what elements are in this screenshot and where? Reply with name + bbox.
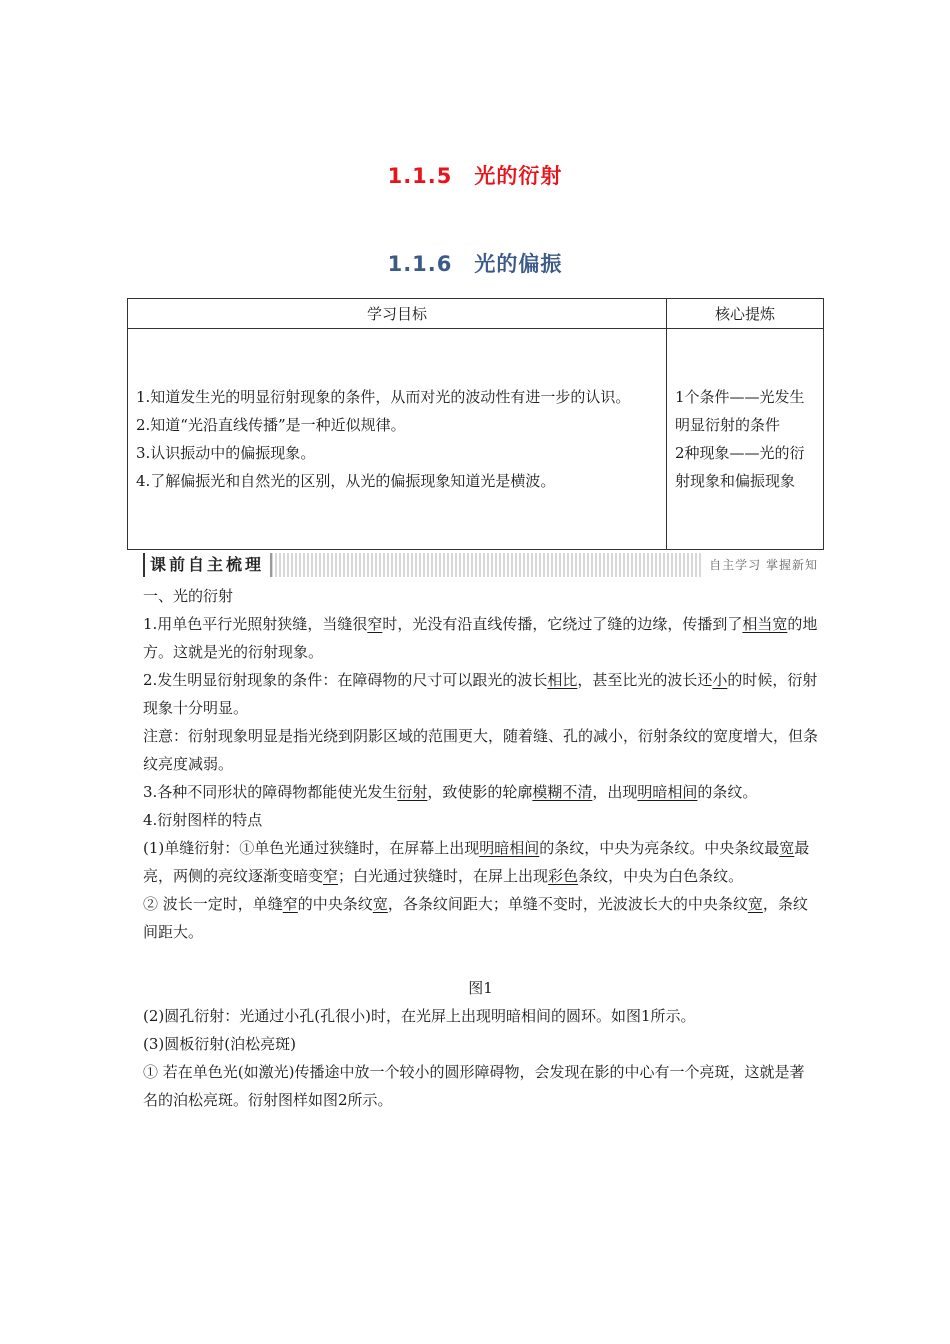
paragraph-2: 2.发生明显衍射现象的条件：在障碍物的尺寸可以跟光的波长相比，甚至比光的波长还小的时候，衍射现象十分明显。 [143, 671, 818, 717]
paragraph-7: (2)圆孔衍射：光通过小孔(孔很小)时，在光屏上出现明暗相间的圆环。如图1所示。 [143, 1007, 696, 1025]
blank-answer: 明暗相间 [479, 839, 540, 857]
blank-answer: 窄 [282, 895, 298, 913]
content-body [143, 582, 818, 1114]
section-heading: 一、光的衍射 [143, 587, 234, 605]
blank-answer: 衍射 [397, 783, 428, 801]
blank-answer: 宽 [779, 839, 795, 857]
paragraph-6: ② 波长一定时，单缝窄的中央条纹宽，各条纹间距大；单缝不变时，光波波长大的中央条纹宽，条纹间距大。 [143, 895, 808, 941]
lesson-title-1-1-6: 1.1.6 光的偏振 [387, 252, 563, 276]
paragraph-3: 3.各种不同形状的障碍物都能使光发生衍射，致使影的轮廓模糊不清，出现明暗相间的条纹。 [143, 783, 758, 801]
figure-label: 图1 [468, 979, 493, 997]
blank-answer: 明暗相间 [637, 783, 698, 801]
note-paragraph: 注意：衍射现象明显是指光绕到阴影区域的范围更大，随着缝、孔的减小，衍射条纹的宽度增大，但条纹亮度减弱。 [143, 727, 819, 773]
goal-item: 4.了解偏振光和自然光的区别，从光的偏振现象知道光是横波。 [136, 472, 556, 490]
paragraph-9: ① 若在单色光(如激光)传播途中放一个较小的圆形障碍物，会发现在影的中心有一个亮斑，这就是著名的泊松亮斑。衍射图样如图2所示。 [143, 1063, 805, 1109]
banner-tag: 课前自主梳理 [143, 553, 272, 577]
blank-answer: 窄 [367, 615, 383, 633]
blank-answer: 窄 [323, 867, 339, 885]
learning-goals-table [127, 298, 824, 550]
banner-subtitle: 自主学习 掌握新知 [703, 553, 818, 577]
core-header: 核心提炼 [667, 299, 824, 329]
paragraph-4: 4.衍射图样的特点 [143, 811, 263, 829]
core-item: 2种现象——光的衍射现象和偏振现象 [675, 444, 805, 490]
blank-answer: 彩色 [548, 867, 579, 885]
goal-item: 1.知道发生光的明显衍射现象的条件，从而对光的波动性有进一步的认识。 [136, 388, 631, 406]
paragraph-5: (1)单缝衍射：①单色光通过狭缝时，在屏幕上出现明暗相间的条纹，中央为亮条纹。中央条纹最宽最亮，两侧的亮纹逐渐变暗变窄；白光通过狭缝时，在屏上出现彩色条纹，中央为白色条纹。 [143, 839, 810, 885]
core-cell [667, 329, 824, 550]
goal-item: 3.认识振动中的偏振现象。 [136, 444, 316, 462]
blank-answer: 宽 [747, 895, 763, 913]
blank-answer: 相当宽 [742, 615, 788, 633]
blank-answer: 宽 [372, 895, 388, 913]
blank-answer: 小 [712, 671, 728, 689]
paragraph-1: 1.用单色平行光照射狭缝，当缝很窄时，光没有沿直线传播，它绕过了缝的边缘，传播到了相当宽的地方。这就是光的衍射现象。 [143, 615, 818, 661]
goal-item: 2.知道“光沿直线传播”是一种近似规律。 [136, 416, 406, 434]
core-item: 1个条件——光发生明显衍射的条件 [675, 388, 805, 434]
blank-answer: 相比 [547, 671, 578, 689]
goals-header: 学习目标 [128, 299, 667, 329]
section-banner [143, 553, 818, 577]
blank-answer: 模糊不清 [532, 783, 593, 801]
paragraph-8: (3)圆板衍射(泊松亮斑) [143, 1035, 296, 1053]
lesson-title-1-1-5: 1.1.5 光的衍射 [387, 164, 563, 188]
goals-cell [128, 329, 667, 550]
